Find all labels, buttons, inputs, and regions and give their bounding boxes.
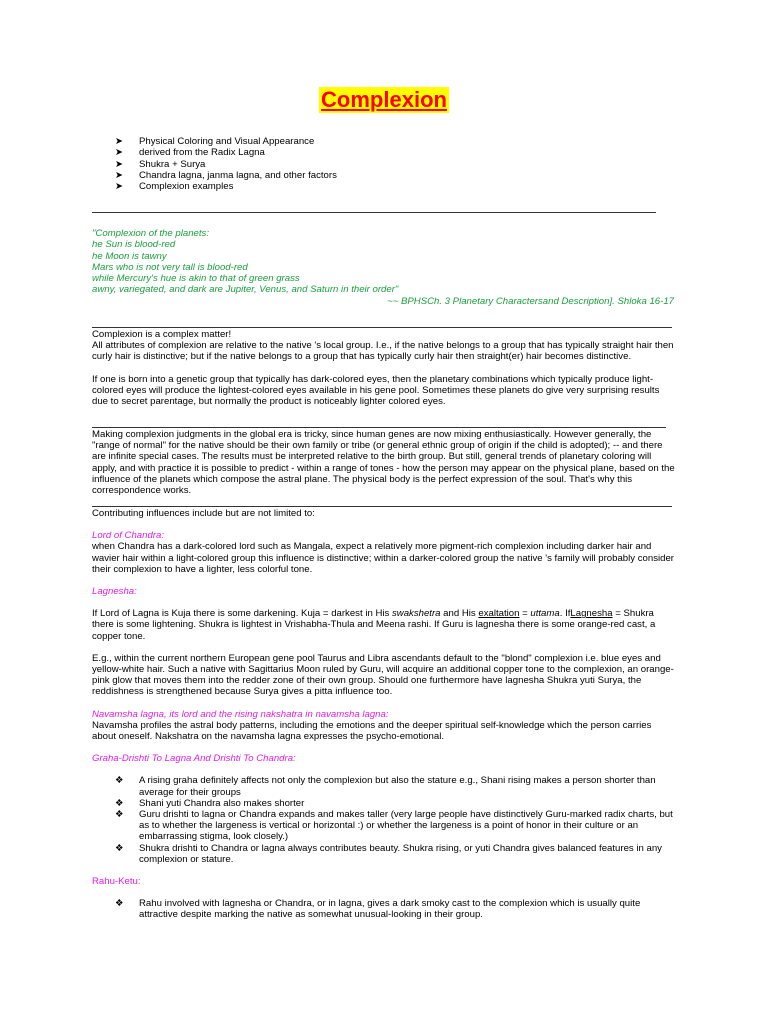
- section-heading-lagnesha: Lagnesha:: [92, 586, 137, 598]
- drishti-list: [92, 775, 676, 865]
- list-item: ➤ Complexion examples: [115, 181, 234, 193]
- title-container: [0, 87, 768, 113]
- quote-line: awny, variegated, and dark are Jupiter, Venus, and Saturn in their order": [92, 284, 399, 296]
- list-item: ➤ Physical Coloring and Visual Appearance: [115, 136, 315, 147]
- quote-line: he Sun is blood-red: [92, 239, 176, 251]
- arrow-bullet-icon: ➤: [115, 147, 124, 159]
- quote-citation: ~~ BPHSCh. 3 Planetary Charactersand Description]. Shloka 16-17: [387, 295, 674, 307]
- arrow-bullet-icon: ➤: [115, 181, 124, 193]
- arrow-bullet-icon: ➤: [115, 136, 124, 147]
- list-item: ❖ Shani yuti Chandra also makes shorter: [115, 797, 305, 809]
- divider: [92, 212, 656, 213]
- lord-of-chandra-text: when Chandra has a dark-colored lord such as Mangala, expect a relatively more pigment-rich complexion including darker hair and wavier hair within a light-colored group this influence is distinctive; within a darker-colored group the native 's family will probably consider their complexion to have a lighter, less colorful tone.: [92, 541, 674, 575]
- diamond-bullet-icon: ❖: [115, 898, 124, 910]
- divider: [92, 506, 672, 507]
- list-item: ❖ Shukra drishti to Chandra or lagna always contributes beauty. Shukra rising, or yuti Chandra gives balanced features in any complexion or stature.: [115, 842, 662, 865]
- diamond-bullet-icon: ❖: [115, 775, 124, 787]
- influences-intro: Contributing influences include but are not limited to:: [92, 508, 315, 519]
- global-section: [92, 429, 676, 496]
- list-item: ❖ Guru drishti to lagna or Chandra expands and makes taller (very large people have distinctively Guru-marked radix charts, but as to whether the largeness is vertical or horizontal :) or whether the largeness is a point of honor in their culture or an embarrassing stigma, look closely.): [115, 809, 673, 843]
- divider: [92, 327, 672, 328]
- intro-paragraph: If one is born into a genetic group that typically has dark-colored eyes, then the planetary combinations which typically produce light-colored eyes will produce the lightest-colored eyes available in his gene pool. Sometimes these planets do give very surprising results due to secret parentage, but normally the product is noticeably lighter colored eyes.: [92, 373, 660, 408]
- navamsha-text: Navamsha profiles the astral body patterns, including the emotions and the deeper spiritual self-knowledge which the person carries about oneself. Nakshatra on the navamsha lagna expresses the psycho-emotional.: [92, 719, 652, 743]
- list-item: ❖ A rising graha definitely affects not only the complexion but also the stature e.g., Shani rising makes a person shorter than average for their groups: [115, 775, 656, 798]
- arrow-bullet-icon: ➤: [115, 169, 124, 181]
- quote-line: "Complexion of the planets:: [92, 228, 209, 239]
- diamond-bullet-icon: ❖: [115, 809, 124, 821]
- lagnesha-example-paragraph: E.g., within the current northern European gene pool Taurus and Libra ascendants default to the "blond" complexion i.e. blue eyes and yellow-white hair. Such a native with Sagittarius Moon ruled by Guru, will acquire an additional copper tone to the complexion, an orange-pink glow that moves them into the redder zone of their own group. Should one furthermore have lagnesha Shukra yuti Surya, the reddishness is strengthened because Surya gives a pitta influence too.: [92, 652, 674, 698]
- diamond-bullet-icon: ❖: [115, 797, 124, 809]
- intro-section: [92, 329, 676, 407]
- global-paragraph: Making complexion judgments in the global era is tricky, since human genes are now mixing enthusiastically. However generally, the "range of normal" for the native should be their own family or tribe (or general ethnic group of origin if the child is adopted); -- and there are infinite special cases. The results must be interpreted relative to the birth group. But still, general trends of planetary coloring will apply, and with practice it is possible to predict - within a range of tones - how the person may appear on the physical plane, based on the influence of the planets which compose the astral plane. The physical body is the perfect expression of the soul. That's why this correspondence works.: [92, 429, 675, 497]
- section-heading-navamsha: Navamsha lagna, its lord and the rising nakshatra in navamsha lagna:: [92, 708, 389, 720]
- section-heading-drishti: Graha-Drishti To Lagna And Drishti To Chandra:: [92, 753, 296, 765]
- intro-paragraph: All attributes of complexion are relative to the native 's local group. I.e., if the native belongs to a group that has typically straight hair then curly hair is distinctive; but if the native belongs to a group that has typically curly hair then straight(er) hair becomes distinctive.: [92, 340, 674, 363]
- arrow-bullet-icon: ➤: [115, 158, 124, 170]
- summary-bullet-list: [115, 136, 337, 192]
- list-item: ➤ Shukra + Surya: [115, 158, 206, 170]
- influences-section: [92, 508, 676, 921]
- list-item: ❖ Rahu involved with lagnesha or Chandra, or in lagna, gives a dark smoky cast to the complexion which is usually quite attractive despite marking the native as somewhat unusual-looking in their group.: [115, 898, 641, 921]
- list-item: ➤ derived from the Radix Lagna: [115, 147, 265, 159]
- quote-line: Mars who is not very tall is blood-red: [92, 261, 248, 273]
- quote-block: [92, 228, 676, 307]
- intro-heading: Complexion is a complex matter!: [92, 329, 232, 340]
- lagnesha-paragraph: If Lord of Lagna is Kuja there is some darkening. Kuja = darkest in His swakshetra and His exaltation = uttama. IfLagnesha = Shukra there is some lightening. Shukra is lightest in Vrishabha-Thula and Meena rashi. If Guru is lagnesha there is some orange-red cast, a copper tone.: [92, 608, 656, 642]
- divider: [92, 427, 666, 428]
- quote-line: while Mercury's hue is akin to that of green grass: [92, 273, 300, 285]
- section-heading-rahu-ketu: Rahu-Ketu:: [92, 876, 141, 888]
- rahu-list: [92, 898, 676, 920]
- quote-line: he Moon is tawny: [92, 250, 167, 262]
- page-title: Complexion: [321, 87, 447, 112]
- section-heading-lord-of-chandra: Lord of Chandra:: [92, 530, 164, 542]
- list-item: ➤ Chandra lagna, janma lagna, and other factors: [115, 169, 337, 181]
- diamond-bullet-icon: ❖: [115, 842, 124, 854]
